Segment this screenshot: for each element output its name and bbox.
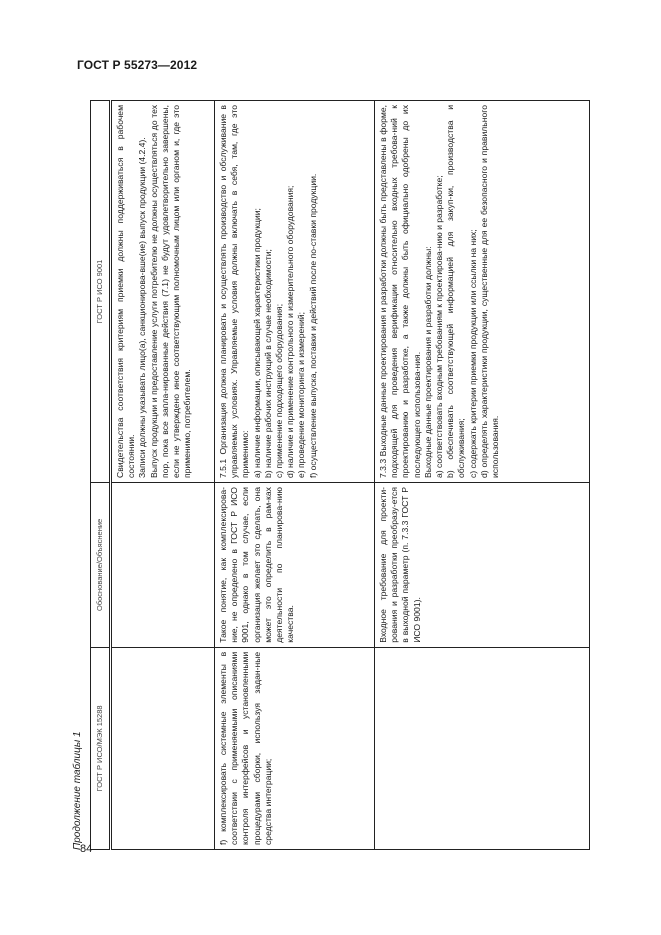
cell-justification bbox=[111, 483, 215, 648]
cell-paragraph: a) наличие информации, описывающей характеристики продукции; bbox=[251, 208, 262, 479]
cell-paragraph: Входное требование для проекти-рования и разработки преобразу-ется в выходной параметр (п. 7.3.3 ГОСТ Р ИСО 9001). bbox=[378, 487, 422, 643]
column-header-gost-9001: ГОСТ Р ИСО 9001 bbox=[91, 101, 111, 483]
table-header-row bbox=[91, 101, 111, 850]
cell-paragraph: 7.5.1 Организация должна планировать и осуществлять производство и обслуживание в управляемых условиях. Управляемые условия должны включать в себя, там, где это применимо: bbox=[218, 105, 251, 479]
cell-paragraph: d) определять характеристики продукции, существенные для ее безопасного и правильного использования. bbox=[478, 105, 501, 479]
cell-paragraph: b) обеспечивать соответствующей информацией для закуп-ки, производства и обслуживания; bbox=[445, 105, 467, 479]
cell-paragraph: 7.3.3 Выходные данные проектирования и разработки должны быть представлены в форме, подходящей для проведения верификации относительно входных требова-ний к проектированию и разработке, а также должны быть официально одобрены до их последующего использова-ния. bbox=[378, 105, 422, 479]
cell-gost-9001 bbox=[111, 101, 215, 483]
column-header-gost-15288: ГОСТ Р ИСО/МЭК 15288 bbox=[91, 647, 111, 849]
cell-paragraph: b) наличие рабочих инструкций в случае необходимости; bbox=[262, 249, 273, 479]
cell-paragraph: Такое понятие, как комплексирова-ние, не определено в ГОСТ Р ИСО 9001, однако в том случае, если организация желает это сделать, она может это определить в рам-ках деятельности по планирова-нию качества. bbox=[218, 487, 296, 643]
document-header-title: ГОСТ Р 55273—2012 bbox=[77, 58, 198, 72]
table-row bbox=[375, 101, 590, 850]
cell-paragraph: c) применение подходящего оборудования; bbox=[274, 303, 285, 479]
cell-paragraph: c) содержать критерии приемки продукции или ссылки на них; bbox=[467, 229, 478, 479]
table-row bbox=[111, 101, 215, 850]
page-number: 84 bbox=[80, 843, 93, 855]
cell-paragraph: Выходные данные проектирования и разработки должны: bbox=[422, 246, 433, 479]
cell-paragraph: f) осуществление выпуска, поставки и действий после по-ставки продукции. bbox=[307, 173, 318, 479]
cell-paragraph: Свидетельства соответствия критериям приемки должны поддерживаться в рабочем состоянии. bbox=[115, 105, 137, 479]
cell-justification bbox=[215, 483, 375, 648]
comparison-table bbox=[90, 100, 590, 850]
cell-gost-9001 bbox=[375, 101, 590, 483]
cell-paragraph: e) проведение мониторинга и измерений; bbox=[296, 312, 307, 479]
rotated-table-page bbox=[70, 90, 590, 850]
cell-gost-9001 bbox=[215, 101, 375, 483]
cell-paragraph: Записи должны указывать лицо(а), санкционирова-вше(ие) выпуск продукции (4.2.4). bbox=[137, 137, 148, 479]
cell-paragraph: Выпуск продукции и предоставление услуги потребителю не должны осуществляться до тех пор, пока все запла-нированные действия (7.1) не будут удовлетворительно завершены, если не утверждено иное соответствующим полномочным лицом или органом и, где это применимо, потребителем. bbox=[148, 105, 193, 479]
column-header-justification: Обоснование/Объяснение bbox=[91, 483, 111, 648]
cell-gost-15288 bbox=[215, 647, 375, 849]
table-caption: Продолжение таблицы 1 bbox=[72, 731, 83, 850]
table-row bbox=[215, 101, 375, 850]
cell-paragraph: a) соответствовать входным требованиям к проектирова-нию и разработке; bbox=[434, 175, 445, 479]
cell-paragraph: f) комплексировать системные элементы в соответствии с применяемыми описаниями контроля интерфейсов и установленными процедурами сборки, используя задан-ные средства интеграции; bbox=[218, 651, 273, 845]
cell-gost-15288 bbox=[375, 647, 590, 849]
cell-paragraph: d) наличие и применение контрольного и измерительного оборудования; bbox=[285, 185, 296, 479]
cell-justification bbox=[375, 483, 590, 648]
cell-gost-15288 bbox=[111, 647, 215, 849]
